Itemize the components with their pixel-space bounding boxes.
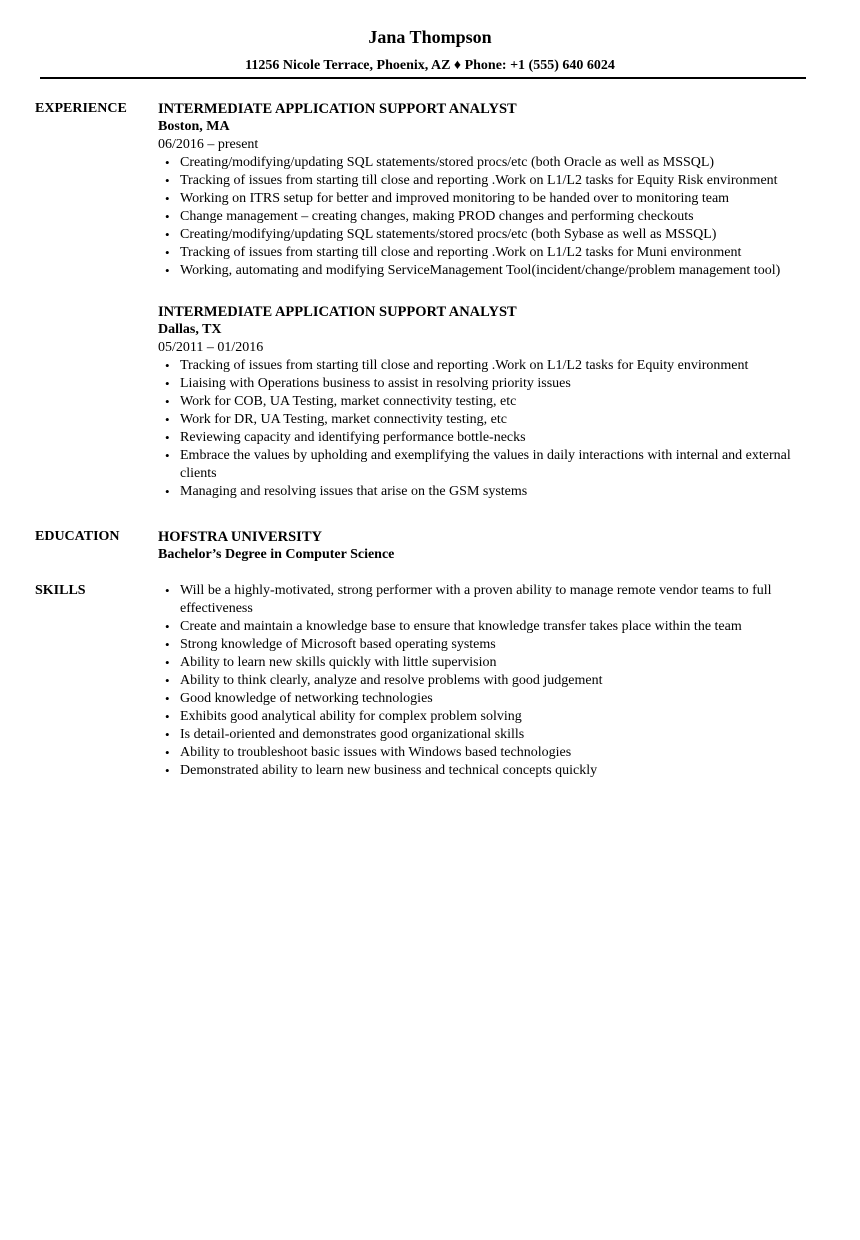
bullet-item: • Strong knowledge of Microsoft based operating systems — [158, 636, 810, 654]
bullet-item: • Work for COB, UA Testing, market connectivity testing, etc — [158, 393, 810, 411]
education-body — [158, 528, 810, 564]
bullet-item: • Tracking of issues from starting till close and reporting .Work on L1/L2 tasks for Equity environment — [158, 357, 810, 375]
job-title: INTERMEDIATE APPLICATION SUPPORT ANALYST — [158, 304, 517, 320]
job-bullets — [158, 357, 810, 501]
school-name: HOFSTRA UNIVERSITY — [158, 529, 322, 545]
bullet-item: • Change management – creating changes, making PROD changes and performing checkouts — [158, 208, 810, 226]
experience-body — [158, 100, 810, 501]
bullet-item: • Liaising with Operations business to assist in resolving priority issues — [158, 375, 810, 393]
experience-section — [35, 100, 810, 501]
section-label-education: EDUCATION — [35, 529, 120, 544]
job-title: INTERMEDIATE APPLICATION SUPPORT ANALYST — [158, 101, 517, 117]
job-dates: 06/2016 – present — [158, 137, 259, 152]
section-label-skills: SKILLS — [35, 583, 86, 598]
bullet-item: • Working on ITRS setup for better and improved monitoring to be handed over to monitoring team — [158, 190, 810, 208]
bullet-item: • Tracking of issues from starting till close and reporting .Work on L1/L2 tasks for Equity Risk environment — [158, 172, 810, 190]
bullet-item: • Reviewing capacity and identifying performance bottle-necks — [158, 429, 810, 447]
bullet-item: • Managing and resolving issues that arise on the GSM systems — [158, 483, 810, 501]
bullet-item: • Work for DR, UA Testing, market connectivity testing, etc — [158, 411, 810, 429]
bullet-item: • Good knowledge of networking technologies — [158, 690, 810, 708]
job-location: Dallas, TX — [158, 322, 222, 337]
job-location: Boston, MA — [158, 119, 230, 134]
skills-body — [158, 582, 810, 780]
bullet-item: • Ability to think clearly, analyze and resolve problems with good judgement — [158, 672, 810, 690]
bullet-item: • Tracking of issues from starting till close and reporting .Work on L1/L2 tasks for Muni environment — [158, 244, 810, 262]
contact-line: 11256 Nicole Terrace, Phoenix, AZ ♦ Phone: +1 (555) 640 6024 — [245, 58, 615, 73]
education-section — [35, 528, 810, 564]
bullet-item: • Ability to learn new skills quickly with little supervision — [158, 654, 810, 672]
skills-bullets — [158, 582, 810, 780]
job-bullets — [158, 154, 810, 280]
bullet-item: • Working, automating and modifying ServiceManagement Tool(incident/change/problem management tool) — [158, 262, 810, 280]
bullet-item: • Will be a highly-motivated, strong performer with a proven ability to manage remote vendor teams to full effectiveness — [158, 582, 810, 618]
candidate-name: Jana Thompson — [368, 27, 492, 47]
section-label-experience: EXPERIENCE — [35, 101, 127, 116]
degree: Bachelor’s Degree in Computer Science — [158, 547, 395, 562]
job-entry — [158, 303, 810, 501]
bullet-item: • Creating/modifying/updating SQL statements/stored procs/etc (both Sybase as well as MSSQL) — [158, 226, 810, 244]
bullet-item: • Create and maintain a knowledge base to ensure that knowledge transfer takes place within the team — [158, 618, 810, 636]
bullet-item: • Embrace the values by upholding and exemplifying the values in daily interactions with internal and external clients — [158, 447, 810, 483]
skills-section — [35, 582, 810, 780]
bullet-item: • Creating/modifying/updating SQL statements/stored procs/etc (both Oracle as well as MSSQL) — [158, 154, 810, 172]
resume-header — [0, 0, 860, 75]
bullet-item: • Ability to troubleshoot basic issues with Windows based technologies — [158, 744, 810, 762]
bullet-item: • Demonstrated ability to learn new business and technical concepts quickly — [158, 762, 810, 780]
bullet-item: • Exhibits good analytical ability for complex problem solving — [158, 708, 810, 726]
header-divider — [40, 77, 806, 79]
job-dates: 05/2011 – 01/2016 — [158, 340, 264, 355]
job-entry — [158, 100, 810, 280]
bullet-item: • Is detail-oriented and demonstrates good organizational skills — [158, 726, 810, 744]
